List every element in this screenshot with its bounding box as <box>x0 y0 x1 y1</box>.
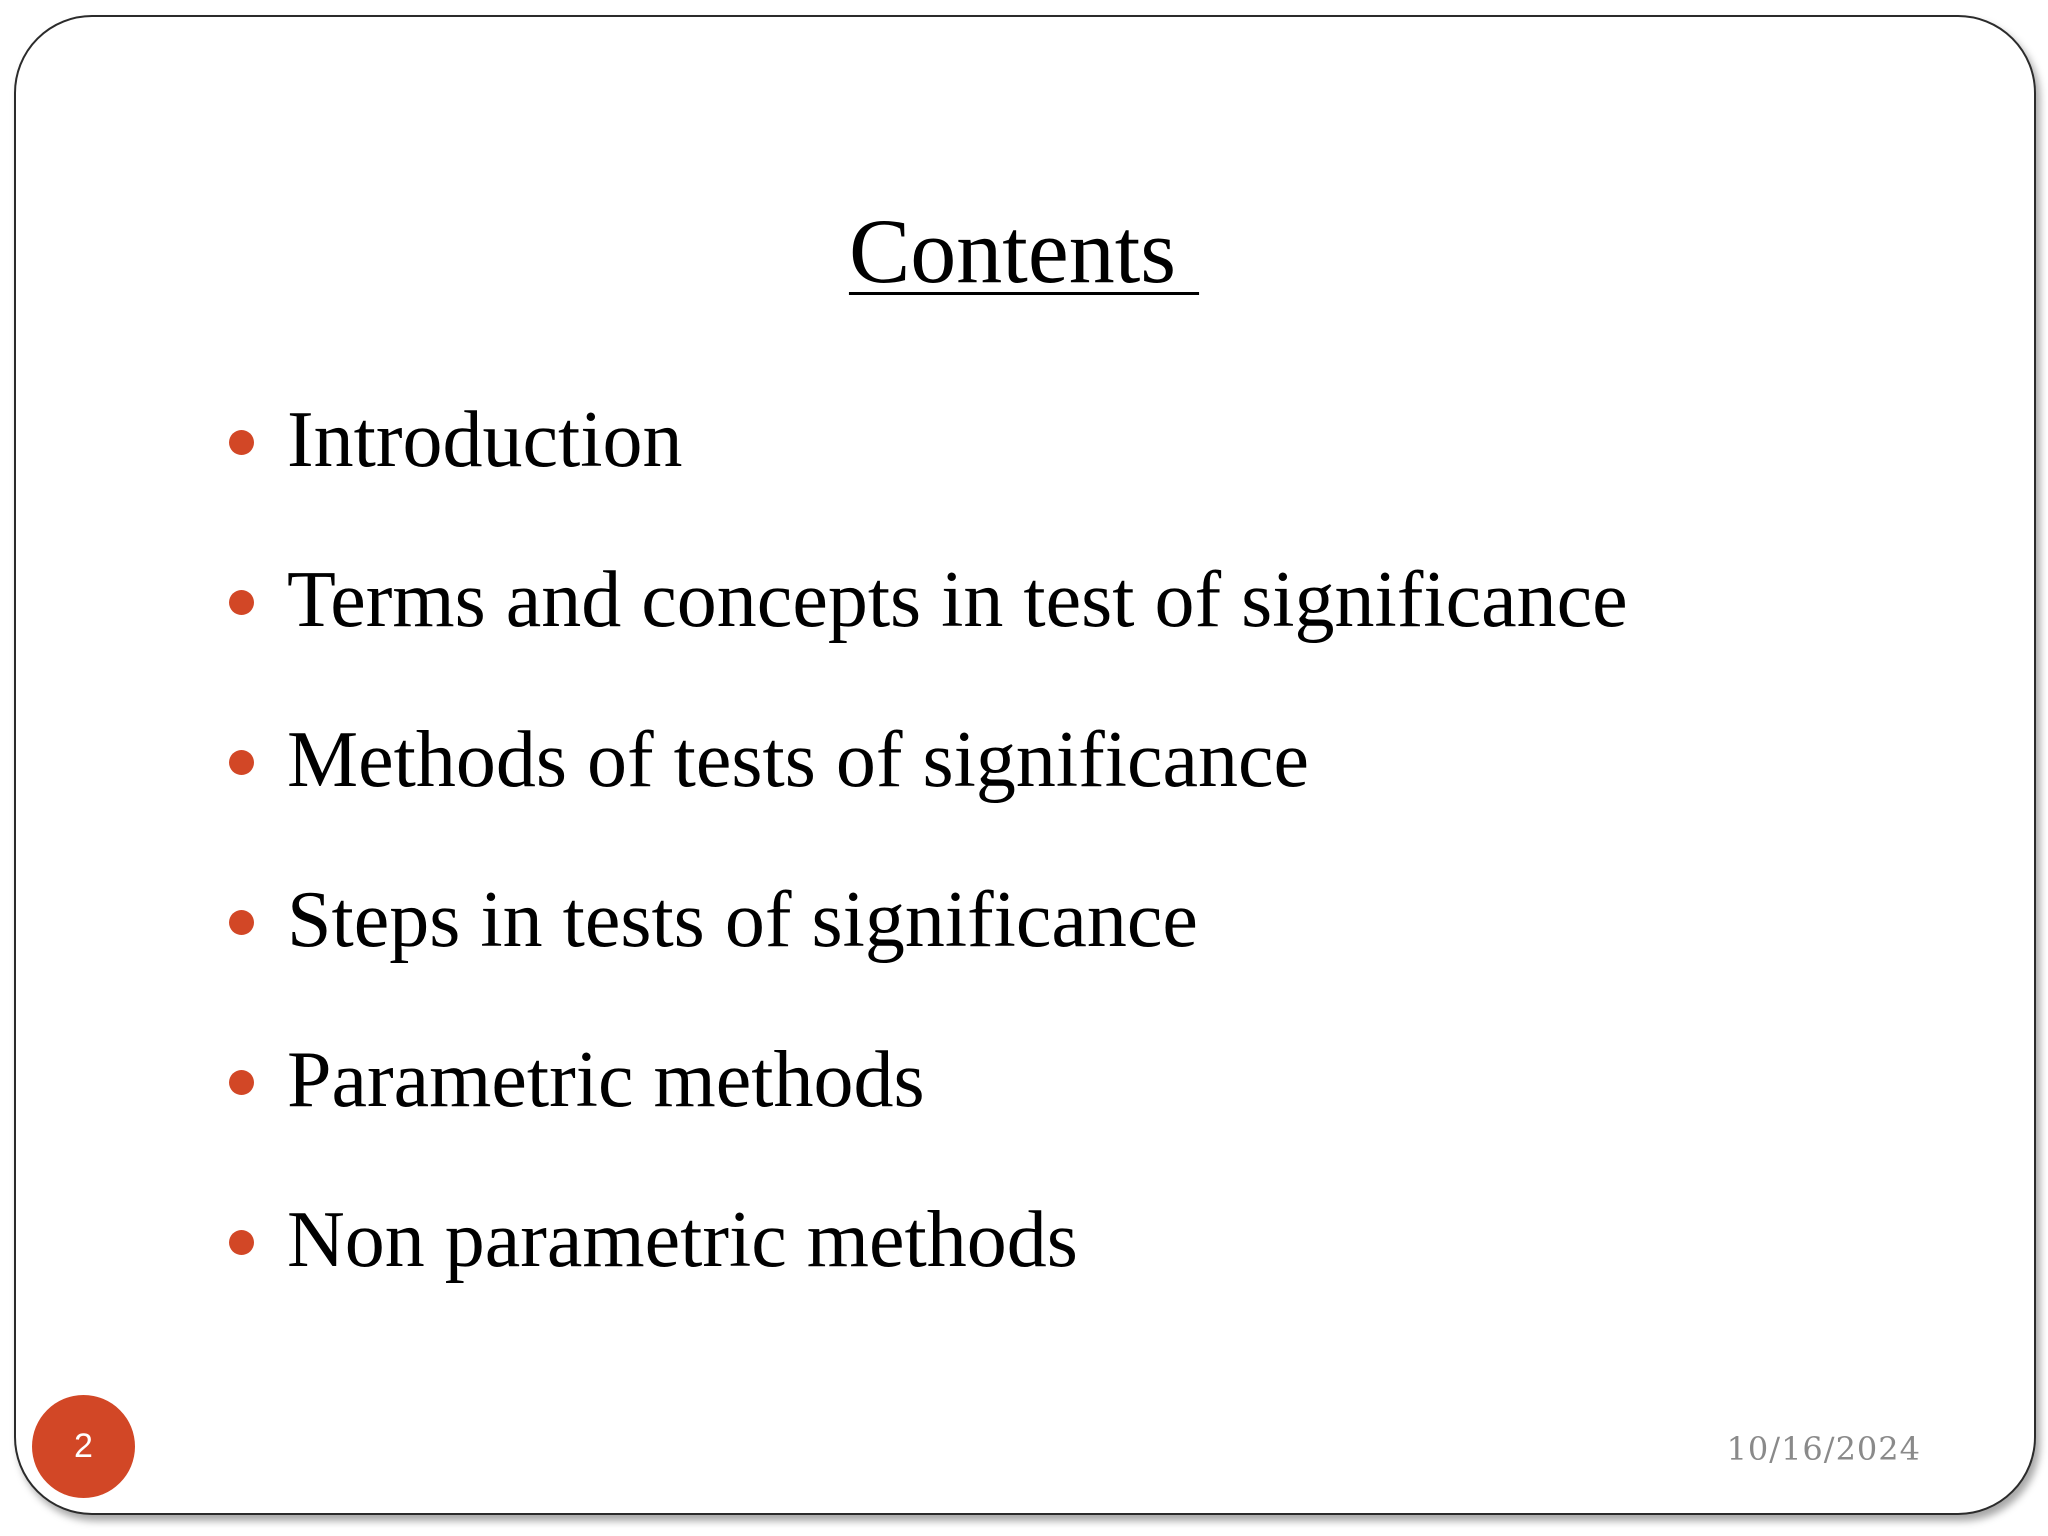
bullet-icon <box>229 1230 254 1255</box>
list-item <box>226 876 1926 1010</box>
list-item <box>226 396 1926 530</box>
list-item-text: Terms and concepts in test of significance <box>287 556 1628 644</box>
bullet-icon <box>229 430 254 455</box>
list-item <box>226 1036 1926 1170</box>
slide-date: 10/16/2024 <box>1726 1430 1921 1468</box>
slide-title-text: Contents <box>848 200 1200 302</box>
list-item-text: Steps in tests of significance <box>287 876 1198 964</box>
bullet-icon <box>229 1070 254 1095</box>
slide-number-badge: 2 <box>32 1395 135 1498</box>
bullet-icon <box>229 750 254 775</box>
slide-title <box>0 196 2048 306</box>
list-item-text: Introduction <box>287 396 683 484</box>
list-item-text: Non parametric methods <box>287 1196 1078 1284</box>
bullet-icon <box>229 910 254 935</box>
list-item <box>226 716 1926 850</box>
list-item <box>226 556 1926 690</box>
bullet-icon <box>229 590 254 615</box>
list-item <box>226 1196 1926 1330</box>
list-item-text: Methods of tests of significance <box>287 716 1309 804</box>
list-item-text: Parametric methods <box>287 1036 925 1124</box>
